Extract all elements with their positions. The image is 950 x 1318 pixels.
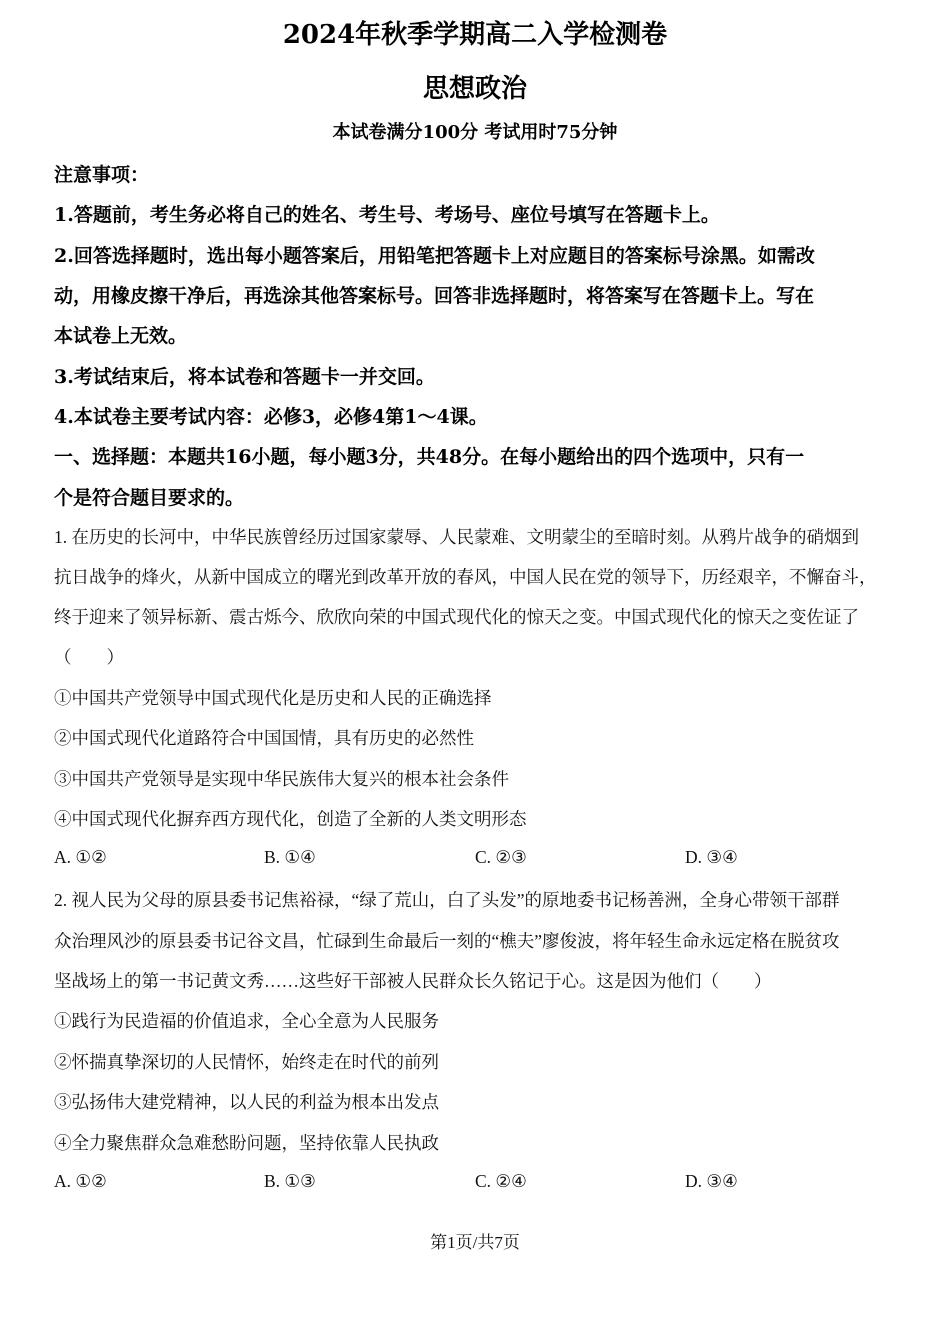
notes-heading: 注意事项： (54, 164, 150, 186)
question-1-statement: ③中国共产党领导是实现中华民族伟大复兴的根本社会条件 (54, 769, 509, 789)
question-1-option-c[interactable]: C. ②③ (475, 847, 527, 867)
question-1-stem: （ ） (54, 647, 124, 667)
question-1-statement: ④中国式现代化摒弃西方现代化，创造了全新的人类文明形态 (54, 809, 527, 829)
question-2-option-c[interactable]: C. ②④ (475, 1171, 527, 1191)
question-1-stem: 抗日战争的烽火，从新中国成立的曙光到改革开放的春风，中国人民在党的领导下，历经艰辛，不懈奋斗， (54, 567, 877, 587)
question-1-option-d[interactable]: D. ③④ (685, 847, 738, 867)
question-1-stem: 1. 在历史的长河中，中华民族曾经历过国家蒙辱、人民蒙难、文明蒙尘的至暗时刻。从鸦片战争的硝烟到 (54, 527, 859, 547)
section-heading: 个是符合题目要求的。 (54, 487, 245, 509)
question-2-option-a[interactable]: A. ①② (54, 1171, 107, 1191)
question-1-statement: ①中国共产党领导中国式现代化是历史和人民的正确选择 (54, 688, 492, 708)
page-number: 第1页/共7页 (430, 1233, 520, 1252)
section-heading: 一、选择题：本题共16小题，每小题3分，共48分。在每小题给出的四个选项中，只有一 (54, 446, 805, 468)
question-2-statement: ④全力聚焦群众急难愁盼问题，坚持依靠人民执政 (54, 1133, 439, 1153)
exam-info: 本试卷满分100分 考试用时75分钟 (332, 122, 618, 143)
note-line: 1.答题前，考生务必将自己的姓名、考生号、考场号、座位号填写在答题卡上。 (54, 204, 720, 226)
question-2-option-b[interactable]: B. ①③ (264, 1171, 316, 1191)
question-2-stem: 2. 视人民为父母的原县委书记焦裕禄，“绿了荒山，白了头发”的原地委书记杨善洲，全身心带领干部群 (54, 890, 840, 910)
note-line: 动，用橡皮擦干净后，再选涂其他答案标号。回答非选择题时，将答案写在答题卡上。写在 (54, 285, 815, 307)
question-2-option-d[interactable]: D. ③④ (685, 1171, 738, 1191)
note-line: 2.回答选择题时，选出每小题答案后，用铅笔把答题卡上对应题目的答案标号涂黑。如需改 (54, 245, 815, 267)
question-1-stem: 终于迎来了领异标新、震古烁今、欣欣向荣的中国式现代化的惊天之变。中国式现代化的惊天之变佐证了 (54, 607, 859, 627)
question-1-statement: ②中国式现代化道路符合中国国情，具有历史的必然性 (54, 728, 474, 748)
question-1-option-b[interactable]: B. ①④ (264, 847, 316, 867)
question-2-stem: 众治理风沙的原县委书记谷文昌，忙碌到生命最后一刻的“樵夫”廖俊波，将年轻生命永远定格在脱贫攻 (54, 931, 840, 951)
note-line: 4.本试卷主要考试内容：必修3，必修4第1～4课。 (54, 406, 488, 428)
exam-title: 2024年秋季学期高二入学检测卷 (282, 20, 668, 50)
note-line: 3.考试结束后，将本试卷和答题卡一并交回。 (54, 366, 435, 388)
question-2-stem: 坚战场上的第一书记黄文秀……这些好干部被人民群众长久铭记于心。这是因为他们（ ） (54, 971, 772, 991)
question-1-option-a[interactable]: A. ①② (54, 847, 107, 867)
question-2-statement: ①践行为民造福的价值追求，全心全意为人民服务 (54, 1011, 439, 1031)
subject-title: 思想政治 (422, 74, 527, 104)
question-2-statement: ②怀揣真挚深切的人民情怀，始终走在时代的前列 (54, 1052, 439, 1072)
note-line: 本试卷上无效。 (54, 325, 188, 347)
question-2-statement: ③弘扬伟大建党精神，以人民的利益为根本出发点 (54, 1092, 439, 1112)
